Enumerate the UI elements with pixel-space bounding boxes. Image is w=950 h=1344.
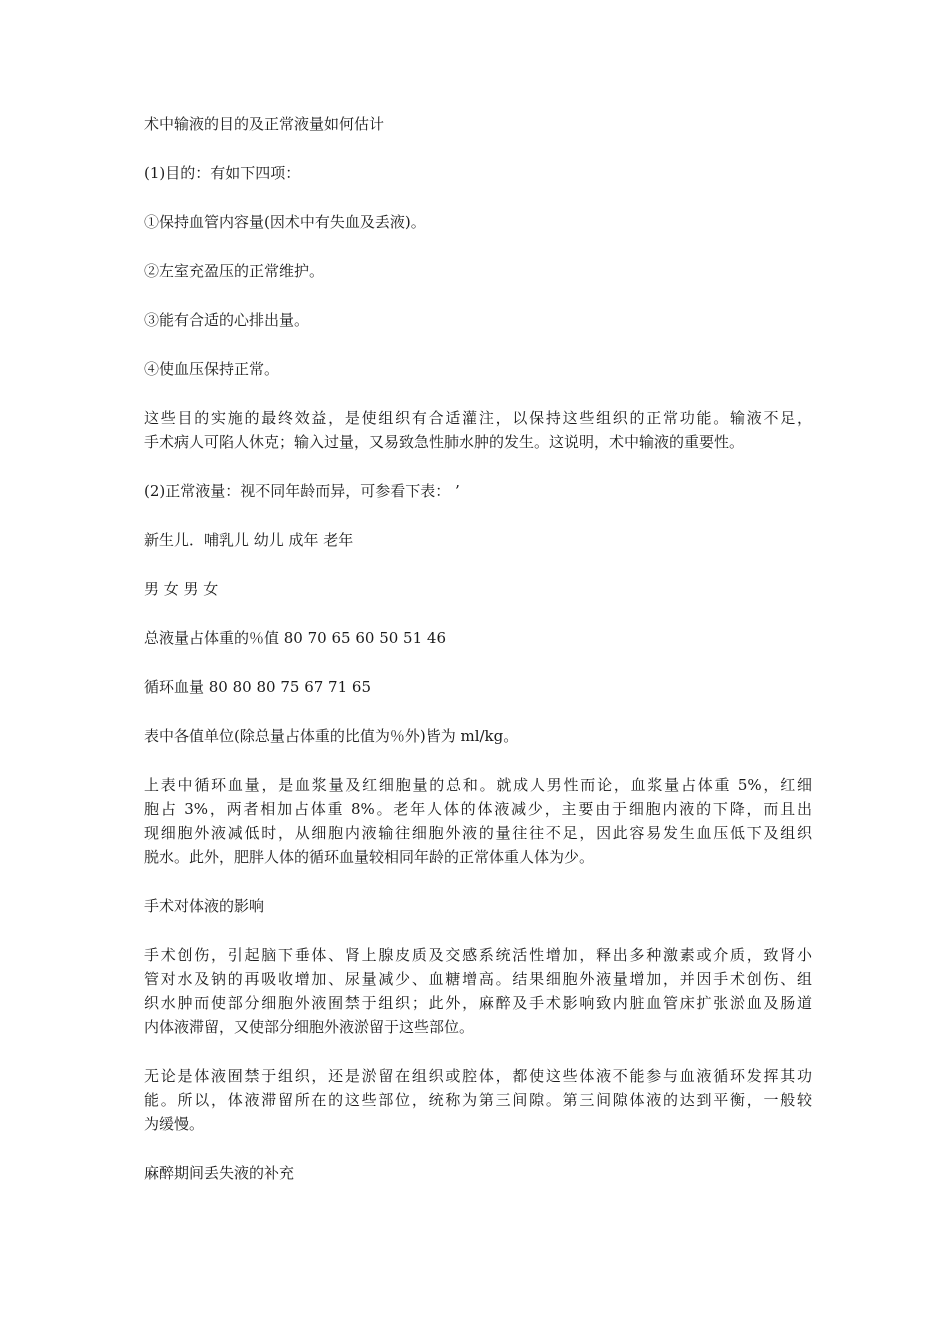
blood-volume-paragraph: [144, 773, 812, 869]
paragraph-line: 为缓慢。: [144, 1115, 205, 1133]
paragraph-line: 手术病人可陷人休克；输入过量，又易致急性肺水肿的发生。这说明，术中输液的重要性。: [144, 433, 745, 451]
paragraph-line: 胞占 3%，两者相加占体重 8%。老年人体的体液减少，主要由于细胞内液的下降，而且出: [144, 800, 812, 818]
paragraph-line: 无论是体液囿禁于组织，还是淤留在组织或腔体，都使这些体液不能参与血液循环发挥其功: [144, 1067, 812, 1085]
paragraph-line: 织水肿而使部分细胞外液囿禁于组织；此外，麻醉及手术影响致内脏血管床扩张淤血及肠道: [144, 994, 812, 1012]
paragraph-line: 手术创伤，引起脑下垂体、肾上腺皮质及交感系统活性增加，释出多种激素或介质，致肾小: [144, 946, 812, 964]
purpose-item: ④使血压保持正常。: [144, 360, 280, 378]
paragraph-line: 上表中循环血量，是血浆量及红细胞量的总和。就成人男性而论，血浆量占体重 5%，红细: [144, 776, 812, 794]
purpose-heading: (1)目的：有如下四项：: [144, 164, 301, 182]
purpose-item: ③能有合适的心排出量。: [144, 311, 310, 329]
paragraph-line: 现细胞外液减低时，从细胞内液输往细胞外液的量往往不足，因此容易发生血压低下及组织: [144, 824, 812, 842]
table-row-blood-volume: 循环血量 80 80 80 75 67 71 65: [144, 678, 371, 696]
table-header-ages: 新生儿．哺乳儿 幼儿 成年 老年: [144, 531, 354, 549]
third-space-paragraph: [144, 1064, 812, 1136]
paragraph-line: 内体液滞留，又使部分细胞外液淤留于这些部位。: [144, 1018, 475, 1036]
paragraph-line: 管对水及钠的再吸收增加、尿量减少、血糖增高。结果细胞外液量增加，并因手术创伤、组: [144, 970, 812, 988]
volume-heading: (2)正常液量：视不同年龄而异，可参看下表： ’: [144, 482, 460, 500]
paragraph-line: 能。所以，体液滞留所在的这些部位，统称为第三间隙。第三间隙体液的达到平衡，一般较: [144, 1091, 812, 1109]
table-row-total-fluid: 总液量占体重的％值 80 70 65 60 50 51 46: [144, 629, 446, 647]
surgery-paragraph: [144, 943, 812, 1039]
paragraph-line: 脱水。此外，肥胖人体的循环血量较相同年龄的正常体重人体为少。: [144, 848, 595, 866]
surgery-heading: 手术对体液的影响: [144, 897, 265, 915]
purpose-summary-paragraph: [144, 406, 812, 454]
purpose-item: ②左室充盈压的正常维护。: [144, 262, 325, 280]
document-title: 术中输液的目的及正常液量如何估计: [144, 115, 385, 133]
table-unit-note: 表中各值单位(除总量占体重的比值为％外)皆为 ml/kg。: [144, 727, 519, 745]
purpose-item: ①保持血管内容量(因术中有失血及丢液)。: [144, 213, 426, 231]
document-body: [144, 112, 812, 1185]
paragraph-line: 这些目的实施的最终效益，是使组织有合适灌注，以保持这些组织的正常功能。输液不足，: [144, 409, 812, 427]
table-header-sex: 男 女 男 女: [144, 580, 219, 598]
anesthesia-heading: 麻醉期间丢失液的补充: [144, 1164, 295, 1182]
